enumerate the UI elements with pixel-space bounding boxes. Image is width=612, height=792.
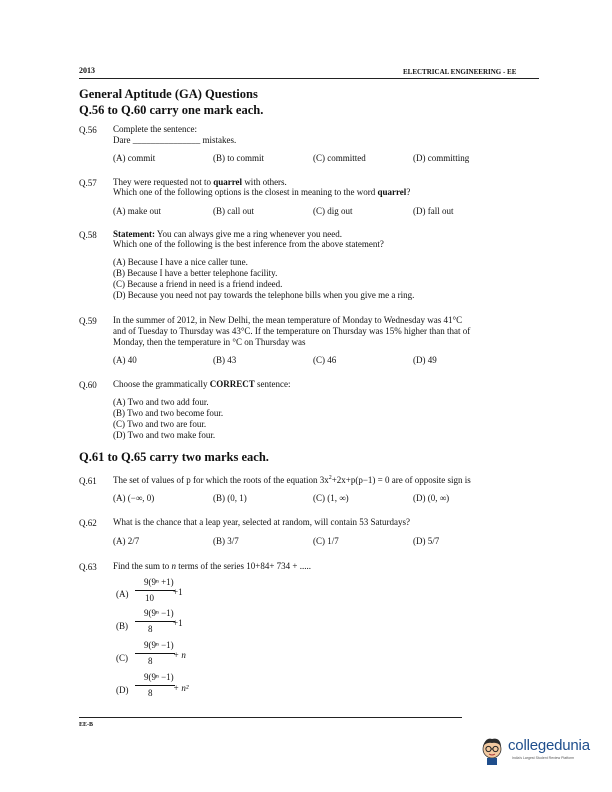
question-number: Q.56: [79, 125, 97, 135]
question-text: Dare _______________ mistakes.: [113, 135, 237, 145]
option-d: (D) Two and two make four.: [113, 430, 216, 440]
question-text: What is the chance that a leap year, selected at random, will contain 53 Saturdays?: [113, 517, 411, 527]
option-c: (C) 46: [313, 355, 337, 365]
option-b: (B) to commit: [213, 153, 264, 163]
brand-name: collegedunia: [508, 737, 590, 754]
option-a-fraction: [131, 577, 177, 609]
question-number: Q.57: [79, 178, 97, 188]
option-c-label: (C): [116, 653, 128, 663]
question-text: Which one of the following is the best inference from the above statement?: [113, 239, 384, 249]
collegedunia-logo[interactable]: [478, 734, 598, 768]
option-b: (B) call out: [213, 206, 254, 216]
option-a: (A) 2/7: [113, 536, 140, 546]
brand-tagline: India's Largest Student Review Platform: [512, 756, 575, 760]
option-c: (C) dig out: [313, 206, 353, 216]
option-d: (D) committing: [413, 153, 470, 163]
fraction-bar: [135, 590, 175, 591]
fraction-numerator: 9(9ⁿ −1): [144, 640, 174, 650]
option-b-fraction: [131, 608, 177, 640]
option-c: (C) 1/7: [313, 536, 339, 546]
fraction-bar: [135, 621, 175, 622]
option-a-tail: +1: [173, 587, 183, 597]
fraction-denominator: 8: [148, 688, 153, 698]
option-d: (D) 5/7: [413, 536, 440, 546]
header-year: 2013: [79, 66, 95, 75]
option-c: (C) (1, ∞): [313, 493, 349, 503]
fraction-denominator: 10: [145, 593, 154, 603]
option-a: (A) Because I have a nice caller tune.: [113, 257, 248, 267]
question-number: Q.62: [79, 518, 97, 528]
option-d: (D) (0, ∞): [413, 493, 450, 503]
section-subtitle-one-mark: Q.56 to Q.60 carry one mark each.: [79, 103, 264, 117]
option-b: (B) Because I have a better telephone facility.: [113, 268, 278, 278]
option-c: (C) Because a friend in need is a friend indeed.: [113, 279, 283, 289]
option-c: (C) committed: [313, 153, 366, 163]
option-d-tail: + n²: [173, 683, 189, 693]
question-text: The set of values of p for which the roots of the equation $3x^2+2x+p(p-1) = 0$ are of opposite sign is: [113, 475, 471, 485]
question-number: Q.63: [79, 562, 97, 572]
question-text: Which one of the following options is the closest in meaning to the word quarrel?: [113, 187, 411, 197]
option-b-tail: +1: [173, 618, 183, 628]
question-number: Q.59: [79, 316, 97, 326]
option-a-label: (A): [116, 589, 129, 599]
footer-rule: [79, 717, 462, 718]
option-d-label: (D): [116, 685, 129, 695]
option-d: (D) fall out: [413, 206, 454, 216]
option-a: (A) 40: [113, 355, 137, 365]
footer-code: EE-B: [79, 722, 94, 728]
section-title: General Aptitude (GA) Questions: [79, 87, 258, 101]
question-text: They were requested not to quarrel with others.: [113, 177, 287, 187]
fraction-bar: [135, 685, 175, 686]
option-d-fraction: [131, 672, 177, 704]
question-text: and of Tuesday to Thursday was 43°C. If the temperature on Thursday was 15% higher than that of: [113, 326, 471, 336]
question-text: Complete the sentence:: [113, 124, 197, 134]
option-d: (D) Because you need not pay towards the telephone bills when you give me a ring.: [113, 290, 415, 300]
header-rule: [79, 78, 539, 79]
question-number: Q.60: [79, 380, 97, 390]
option-c-fraction: [131, 640, 177, 672]
question-text: Choose the grammatically CORRECT sentence:: [113, 379, 291, 389]
option-b: (B) 43: [213, 355, 237, 365]
section-subtitle-two-marks: Q.61 to Q.65 carry two marks each.: [79, 450, 269, 464]
fraction-numerator: 9(9ⁿ −1): [144, 608, 174, 618]
question-number: Q.61: [79, 476, 97, 486]
option-a: (A) Two and two add four.: [113, 397, 209, 407]
option-b: (B) Two and two become four.: [113, 408, 224, 418]
fraction-bar: [135, 653, 175, 654]
fraction-numerator: 9(9ⁿ −1): [144, 672, 174, 682]
option-a: (A) (−∞, 0): [113, 493, 155, 503]
option-b-label: (B): [116, 621, 128, 631]
student-mascot-icon: [478, 736, 506, 766]
option-d: (D) 49: [413, 355, 437, 365]
question-text: Statement: You can always give me a ring whenever you need.: [113, 229, 342, 239]
question-text: Find the sum to n terms of the series 10+84+ 734 + .....: [113, 561, 311, 571]
option-b: (B) (0, 1): [213, 493, 247, 503]
option-b: (B) 3/7: [213, 536, 239, 546]
option-a: (A) commit: [113, 153, 156, 163]
option-c: (C) Two and two are four.: [113, 419, 207, 429]
question-number: Q.58: [79, 230, 97, 240]
question-text: Monday, then the temperature in °C on Thursday was: [113, 337, 306, 347]
fraction-denominator: 8: [148, 656, 153, 666]
fraction-numerator: 9(9ⁿ +1): [144, 577, 174, 587]
header-subject: ELECTRICAL ENGINEERING - EE: [403, 68, 517, 76]
fraction-denominator: 8: [148, 624, 153, 634]
option-a: (A) make out: [113, 206, 161, 216]
option-c-tail: + n: [173, 650, 186, 660]
question-text: In the summer of 2012, in New Delhi, the mean temperature of Monday to Wednesday was 41°C: [113, 315, 463, 325]
